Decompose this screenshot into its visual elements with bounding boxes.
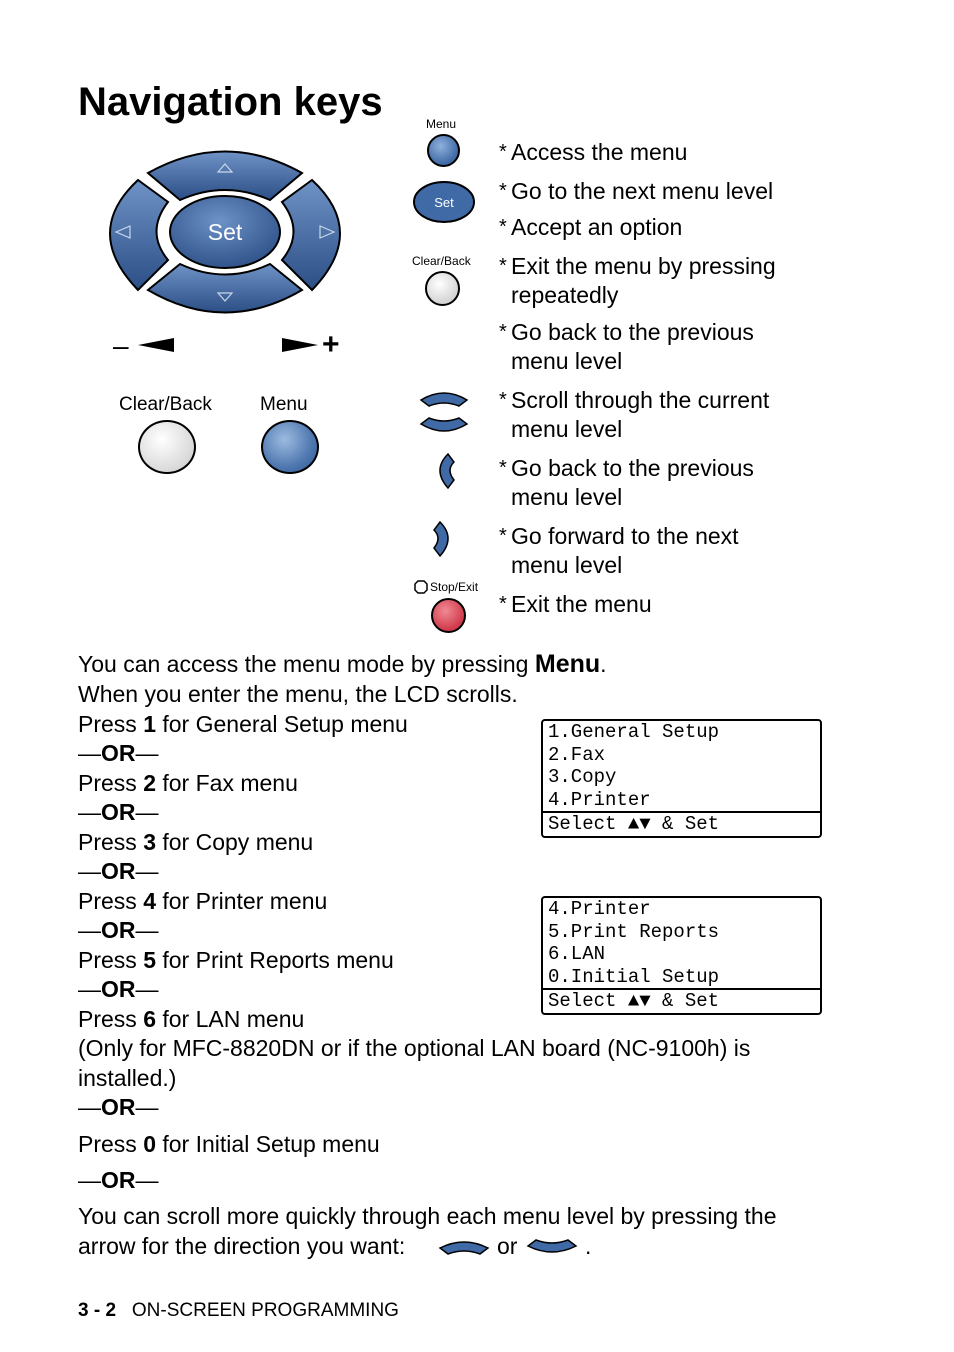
or-separator: —OR— [78,917,159,943]
lcd-line: 5.Print Reports [548,920,720,943]
menu-label: Menu [260,394,308,415]
desc-exit-repeatedly: * Exit the menu by pressing repeatedly [499,253,776,308]
lcd-display-1 [541,719,822,838]
desc-exit-menu: * Exit the menu [499,591,652,617]
lcd-display-2 [541,896,822,1015]
clear-back-key-icon [425,271,460,306]
intro-line-2: When you enter the menu, the LCD scrolls. [78,681,518,707]
up-arrow-key[interactable] [148,152,302,201]
intro-line-1: You can access the menu mode by pressing Menu. [78,650,607,678]
footer-section: ON-SCREEN PROGRAMMING [131,1300,399,1321]
navigation-keypad [90,140,360,325]
desc-go-back-left: * Go back to the previous menu level [499,455,754,510]
desc-access-menu: * Access the menu [499,139,688,165]
page-title: Navigation keys [78,80,383,124]
desc-scroll: * Scroll through the current menu level [499,387,770,442]
press-item: Press 6 for LAN menu [78,1006,305,1032]
press-item: Press 5 for Print Reports menu [78,947,394,973]
menu-key-icon [427,134,460,167]
lcd-line: 4.Printer [548,788,651,811]
press-item: Press 2 for Fax menu [78,770,298,796]
down-arrow-key[interactable] [148,264,302,313]
stop-icon [414,580,428,594]
press-item: Press 1 for General Setup menu [78,711,408,737]
menu-button[interactable] [261,420,319,474]
desc-go-back-clear: * Go back to the previous menu level [499,319,754,374]
lcd-line: 4.Printer [548,898,651,920]
scroll-end-period: . [585,1233,592,1259]
left-triangle-icon [138,338,174,352]
or-separator: —OR— [78,976,159,1002]
press-item: Press 0 for Initial Setup menu [78,1131,380,1157]
clear-back-label: Clear/Back [119,394,212,415]
lcd-line: 1.General Setup [548,721,720,743]
or-separator: —OR— [78,799,159,825]
up-down-keys-icon [418,388,470,436]
desc-next-level: * Go to the next menu level [499,178,774,204]
or-separator: —OR— [78,740,159,766]
minus-sign: – [113,330,129,361]
left-arrow-key[interactable] [110,180,168,290]
or-separator: —OR— [78,1167,159,1193]
scroll-text-line-2: arrow for the direction you want: [78,1233,406,1259]
right-key-icon [430,520,458,558]
set-key-icon [412,180,478,226]
lcd-select-line: Select ▲▼ & Set [543,988,820,1013]
clear-back-icon-label: Clear/Back [412,254,471,268]
menu-icon-label: Menu [426,117,457,131]
left-key-icon [430,452,458,490]
press-item: Press 3 for Copy menu [78,829,314,855]
lcd-line: 6.LAN [548,943,606,965]
lcd-line: 3.Copy [548,766,617,788]
stop-exit-icon-label: Stop/Exit [430,580,479,594]
down-key-inline-icon [526,1238,578,1256]
plus-sign: + [322,328,340,361]
svg-text:Set: Set [434,195,454,210]
stop-exit-key-icon [431,598,466,633]
lcd-line: 2.Fax [548,743,606,766]
lan-note-line-1: (Only for MFC-8820DN or if the optional LAN board (NC-9100h) is [78,1035,751,1061]
or-separator: —OR— [78,858,159,884]
right-arrow-key[interactable] [282,180,340,290]
press-item: Press 4 for Printer menu [78,888,328,914]
lan-note-line-2: installed.) [78,1065,177,1091]
or-separator: —OR— [78,1094,159,1120]
scroll-or-word: or [497,1233,518,1259]
scroll-text-line-1: You can scroll more quickly through each menu level by pressing the [78,1203,777,1229]
footer-page-number: 3 - 2 [78,1300,117,1321]
lcd-select-line: Select ▲▼ & Set [543,811,820,836]
clear-back-button[interactable] [138,420,196,474]
page-footer [78,1300,399,1322]
desc-go-forward: * Go forward to the next menu level [499,523,739,578]
lcd-line: 0.Initial Setup [548,965,720,988]
desc-accept-option: * Accept an option [499,214,683,240]
set-key-label: Set [207,219,243,245]
up-key-inline-icon [438,1238,490,1256]
right-triangle-icon [282,338,318,352]
